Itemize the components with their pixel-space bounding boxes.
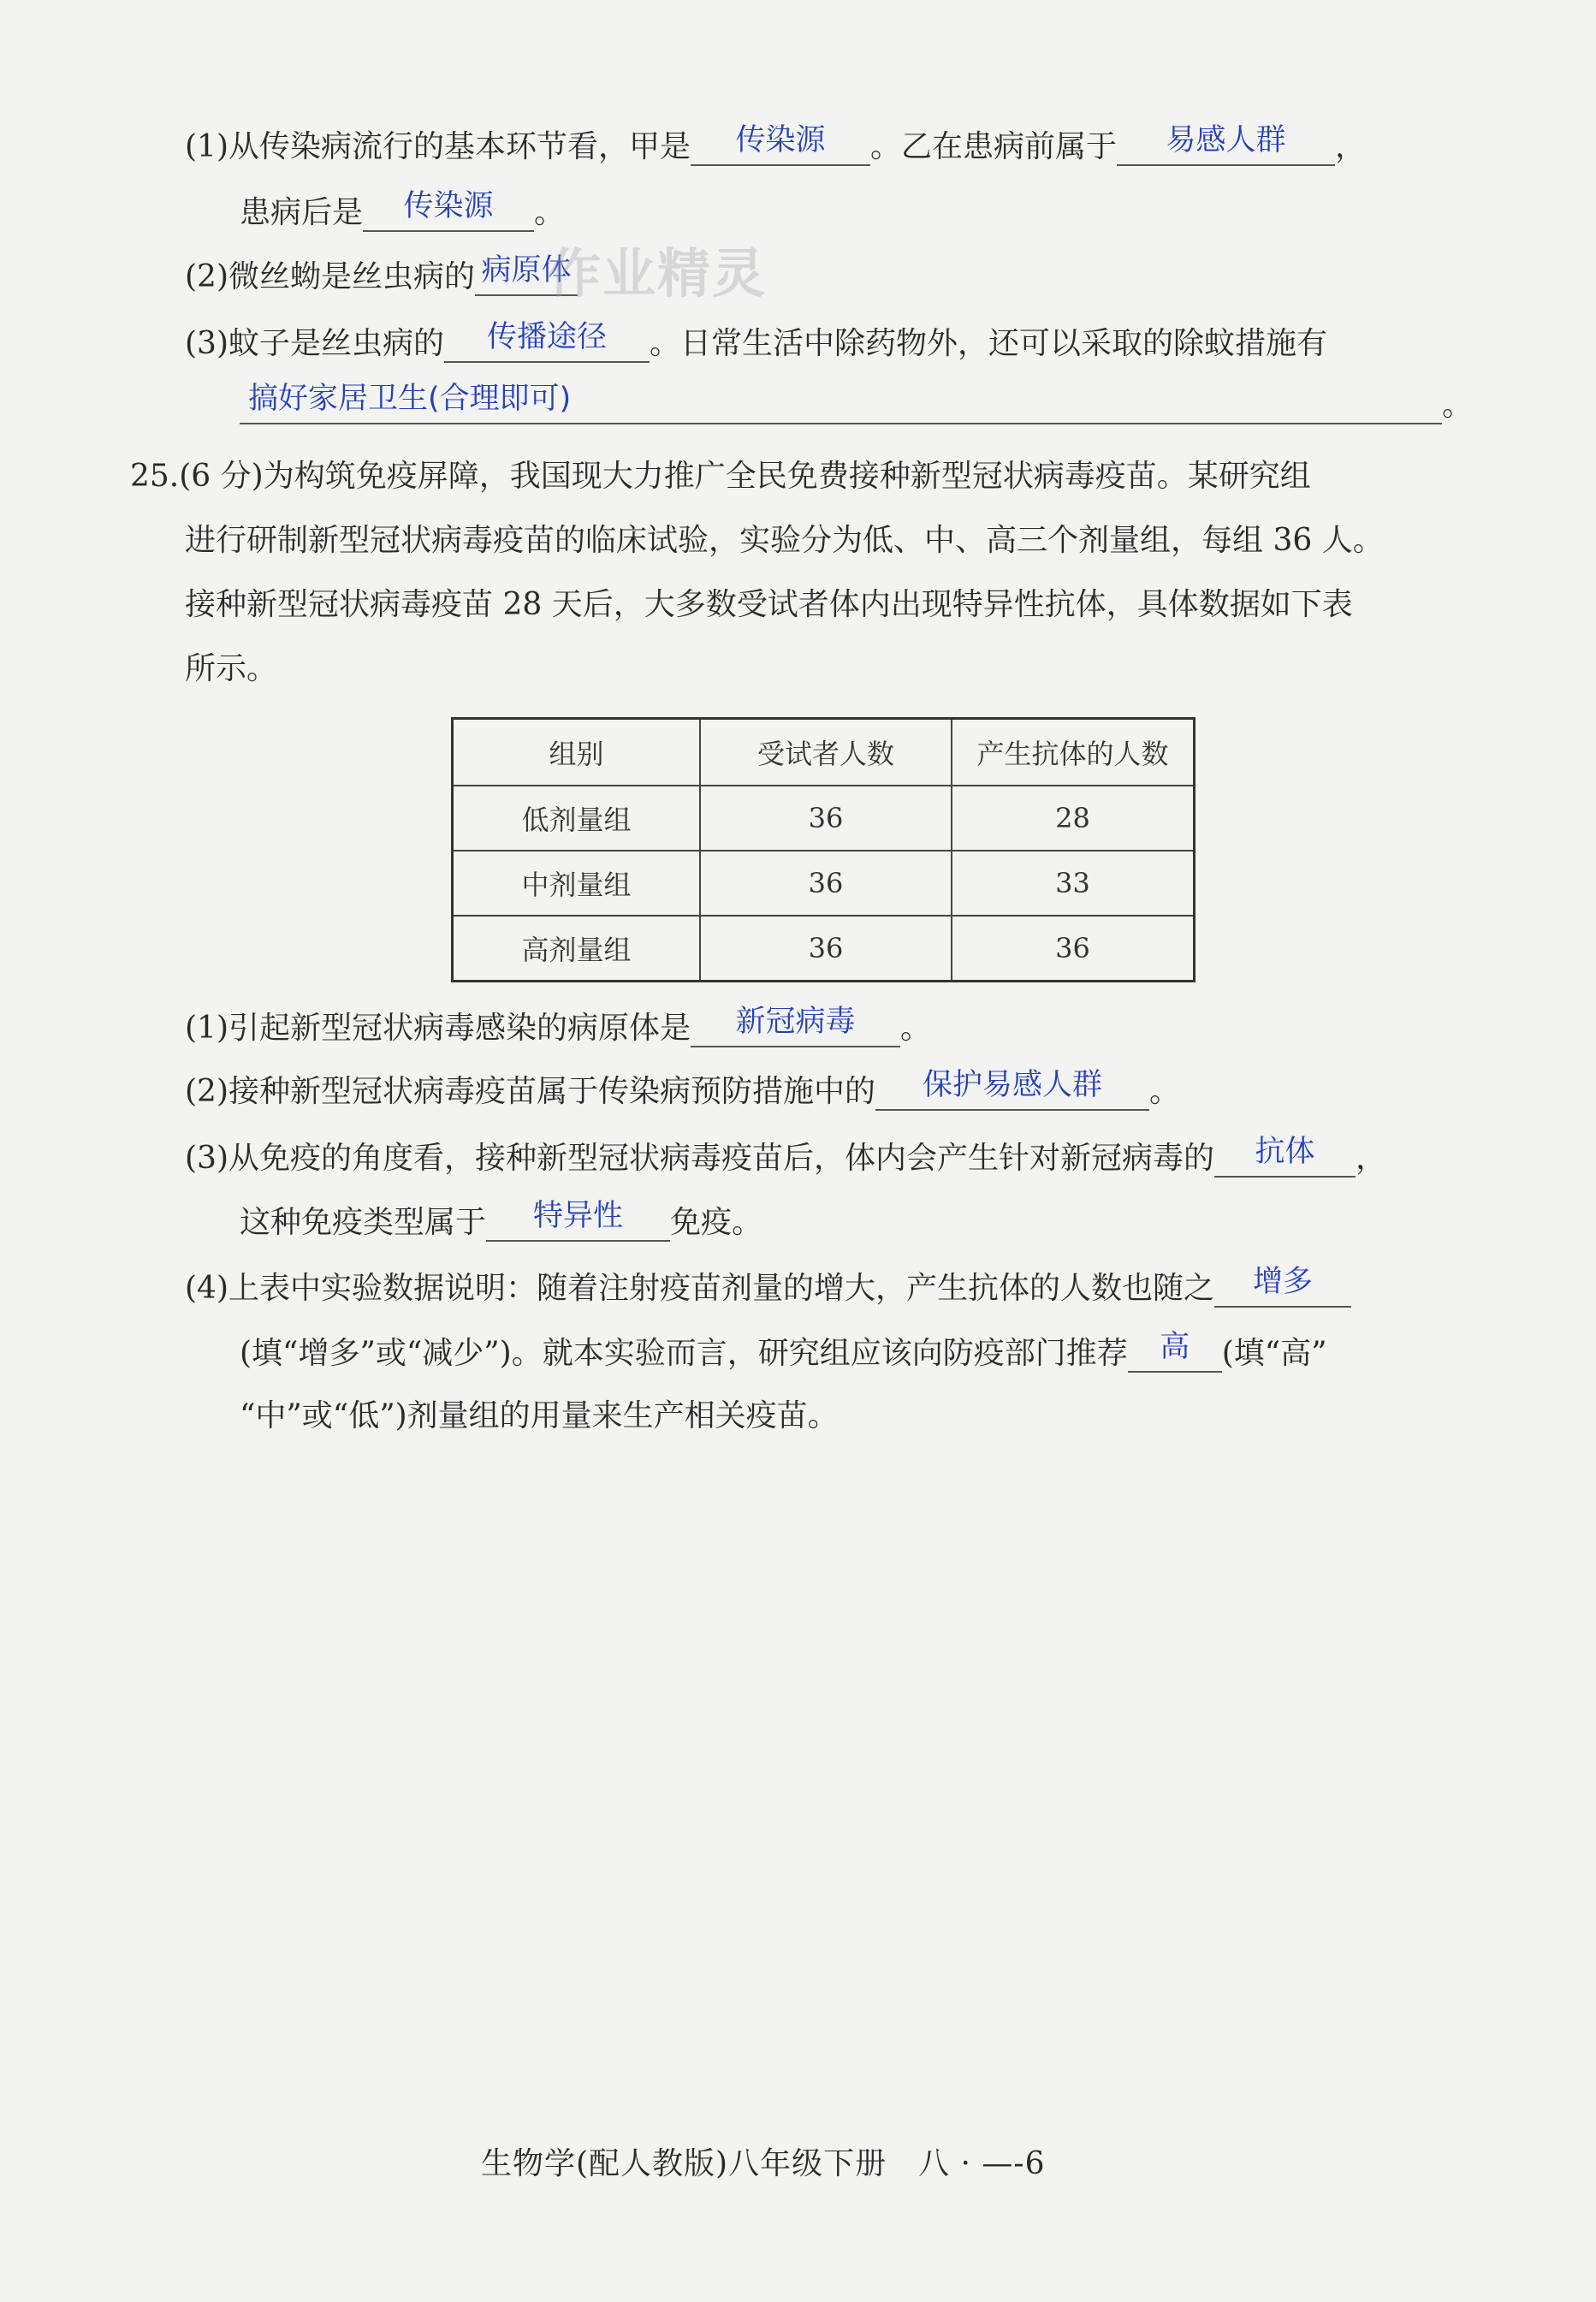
q25-s1-text-a: (1)引起新型冠状病毒感染的病原体是 bbox=[185, 1011, 691, 1046]
table-row bbox=[453, 851, 1195, 916]
q25-s3-text-b: ， bbox=[1356, 1141, 1387, 1176]
q25-s2-text-b: 。 bbox=[1149, 1074, 1181, 1109]
q25-s4-text-b: (填“增多”或“减少”)。就本实验而言，研究组应该向防疫部门推荐 bbox=[240, 1336, 1128, 1371]
table-header-subjects: 受试者人数 bbox=[700, 719, 952, 786]
q24-p1-text-b: 。乙在患病前属于 bbox=[870, 129, 1118, 164]
q25-intro-line-4: 所示。 bbox=[185, 651, 278, 686]
q25-answer-6: 高 bbox=[1160, 1330, 1190, 1364]
q24-line-5 bbox=[240, 382, 1474, 424]
q25-intro-line-2: 进行研制新型冠状病毒疫苗的临床试验，实验分为低、中、高三个剂量组，每组 36 人。 bbox=[185, 523, 1384, 558]
q24-answer-5: 传播途径 bbox=[486, 320, 607, 354]
q25-answer-2: 保护易感人群 bbox=[922, 1068, 1102, 1102]
q25-line-7: “中”或“低”)剂量组的用量来生产相关疫苗。 bbox=[240, 1398, 839, 1433]
q25-answer-4: 特异性 bbox=[533, 1199, 624, 1233]
q25-line-2 bbox=[185, 1068, 1181, 1111]
q25-answer-5: 增多 bbox=[1252, 1265, 1313, 1299]
table-cell: 高剂量组 bbox=[453, 916, 701, 982]
table-row bbox=[453, 916, 1195, 982]
q24-blank-6 bbox=[240, 382, 1442, 424]
q25-s4-text-c: (填“高” bbox=[1221, 1336, 1327, 1371]
q24-blank-5 bbox=[444, 320, 650, 363]
q25-answer-3: 抗体 bbox=[1255, 1135, 1315, 1169]
q24-answer-4: 病原体 bbox=[481, 253, 572, 288]
table-cell: 36 bbox=[952, 916, 1195, 982]
q25-line-4 bbox=[240, 1199, 763, 1242]
table-header-group: 组别 bbox=[453, 719, 701, 786]
table-cell: 28 bbox=[952, 786, 1195, 851]
q24-line-2 bbox=[240, 189, 566, 232]
q25-s1-text-b: 。 bbox=[900, 1011, 932, 1046]
q25-line-3 bbox=[185, 1135, 1387, 1178]
table-cell: 低剂量组 bbox=[453, 786, 701, 851]
q25-blank-6 bbox=[1128, 1330, 1222, 1373]
q25-intro-line-3: 接种新型冠状病毒疫苗 28 天后，大多数受试者体内出现特异性抗体，具体数据如下表 bbox=[185, 587, 1353, 622]
q24-line-1 bbox=[185, 123, 1367, 166]
q25-s3-text-d: 免疫。 bbox=[670, 1205, 763, 1240]
q24-p3-text-a: (3)蚊子是丝虫病的 bbox=[185, 326, 444, 361]
q24-answer-1: 传染源 bbox=[735, 123, 826, 157]
q25-blank-1 bbox=[691, 1005, 900, 1047]
q25-blank-2 bbox=[875, 1068, 1149, 1111]
q24-answer-2: 易感人群 bbox=[1166, 123, 1286, 157]
q24-p1-text-d: 患病后是 bbox=[240, 195, 364, 230]
antibody-data-table bbox=[451, 717, 1196, 982]
q24-p3-text-b: 。日常生活中除药物外，还可以采取的除蚊措施有 bbox=[650, 326, 1328, 361]
table-header-row bbox=[453, 719, 1195, 786]
watermark: 作业精灵 bbox=[548, 242, 768, 305]
q24-line-4 bbox=[185, 320, 1328, 363]
q25-blank-3 bbox=[1214, 1135, 1356, 1178]
q25-line-1 bbox=[185, 1005, 932, 1047]
q24-answer-6: 搞好家居卫生(合理即可) bbox=[248, 382, 572, 416]
q25-line-6 bbox=[240, 1330, 1327, 1373]
page-footer: 生物学(配人教版)八年级下册 八 · —-6 bbox=[481, 2146, 1046, 2181]
q25-intro-line-1: 25.(6 分)为构筑免疫屏障，我国现大力推广全民免费接种新型冠状病毒疫苗。某研究组 bbox=[130, 459, 1311, 494]
q25-s4-text-a: (4)上表中实验数据说明：随着注射疫苗剂量的增大，产生抗体的人数也随之 bbox=[185, 1271, 1214, 1306]
q25-blank-5 bbox=[1214, 1265, 1351, 1308]
q24-blank-1 bbox=[691, 123, 870, 166]
table-header-antibody: 产生抗体的人数 bbox=[952, 719, 1195, 786]
q25-s3-text-c: 这种免疫类型属于 bbox=[240, 1205, 487, 1240]
q24-p2-text: (2)微丝蚴是丝虫病的 bbox=[185, 259, 475, 294]
q25-answer-1: 新冠病毒 bbox=[735, 1005, 856, 1039]
q24-blank-3 bbox=[363, 189, 534, 232]
q24-p3-text-c: 。 bbox=[1442, 388, 1474, 423]
table-cell: 33 bbox=[952, 851, 1195, 916]
q25-blank-4 bbox=[486, 1199, 670, 1242]
table-cell: 36 bbox=[700, 851, 952, 916]
q24-p1-text-e: 。 bbox=[534, 195, 566, 230]
q25-s3-text-a: (3)从免疫的角度看，接种新型冠状病毒疫苗后，体内会产生针对新冠病毒的 bbox=[185, 1141, 1214, 1176]
q24-blank-4 bbox=[475, 253, 578, 296]
table-cell: 中剂量组 bbox=[453, 851, 701, 916]
q24-p1-text-a: (1)从传染病流行的基本环节看，甲是 bbox=[185, 129, 691, 164]
table-row bbox=[453, 786, 1195, 851]
q24-answer-3: 传染源 bbox=[403, 189, 494, 223]
table-cell: 36 bbox=[700, 916, 952, 982]
q25-s2-text-a: (2)接种新型冠状病毒疫苗属于传染病预防措施中的 bbox=[185, 1074, 875, 1109]
q25-line-5 bbox=[185, 1265, 1351, 1308]
table-cell: 36 bbox=[700, 786, 952, 851]
q24-p1-text-c: ， bbox=[1335, 129, 1367, 164]
q24-line-3 bbox=[185, 253, 578, 296]
q24-blank-2 bbox=[1117, 123, 1335, 166]
